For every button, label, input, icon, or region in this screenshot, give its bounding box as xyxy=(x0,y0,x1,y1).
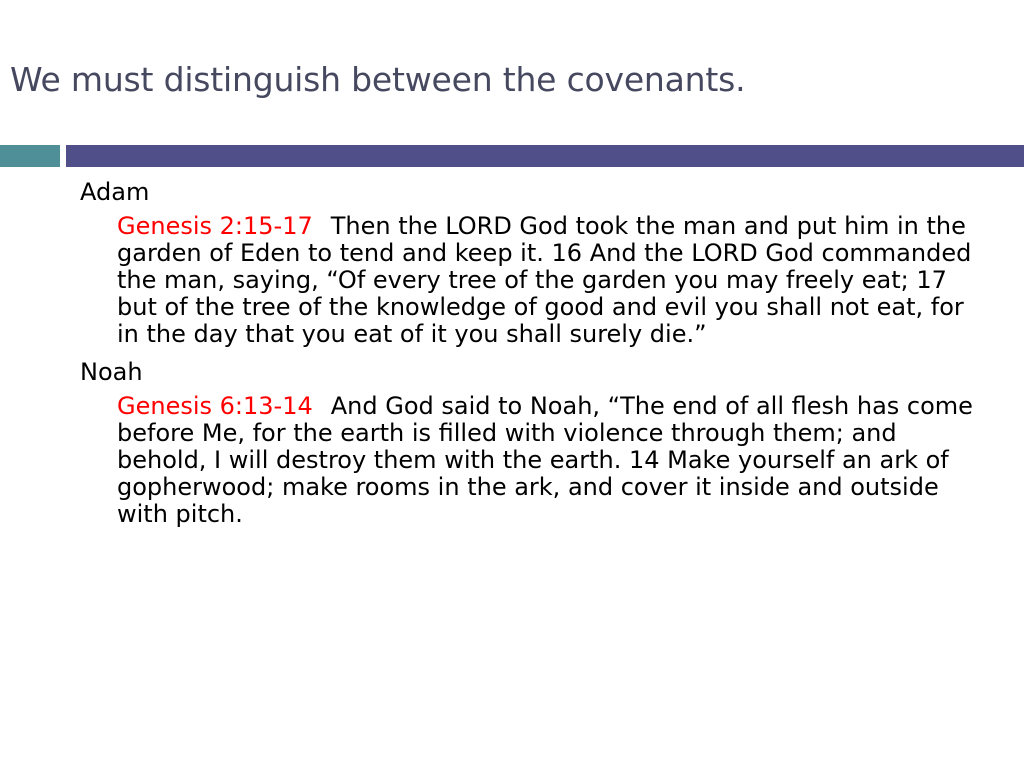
slide-content xyxy=(80,178,980,538)
scripture-reference-noah: Genesis 6:13-14 xyxy=(117,392,313,420)
verse-block-adam xyxy=(117,213,977,348)
accent-bar-right xyxy=(66,145,1024,167)
scripture-reference-adam: Genesis 2:15-17 xyxy=(117,212,313,240)
slide-title: We must distinguish between the covenants. xyxy=(10,60,746,99)
scripture-text-noah: And God said to Noah, “The end of all flesh has come before Me, for the earth is filled with violence through them; and behold, I will destroy them with the earth. 14 Make yourself an ark of gopherwood; make rooms in the ark, and cover it inside and outside with pitch. xyxy=(117,392,973,528)
verse-block-noah xyxy=(117,393,977,528)
section-heading-adam: Adam xyxy=(80,178,150,206)
accent-bar-left xyxy=(0,145,60,167)
scripture-text-adam: Then the LORD God took the man and put him in the garden of Eden to tend and keep it. 16 And the LORD God commanded the man, saying, “Of every tree of the garden you may freely eat; 17 but of the tree of the knowledge of good and evil you shall not eat, for in the day that you eat of it you shall surely die.” xyxy=(117,212,972,348)
section-heading-noah: Noah xyxy=(80,358,143,386)
